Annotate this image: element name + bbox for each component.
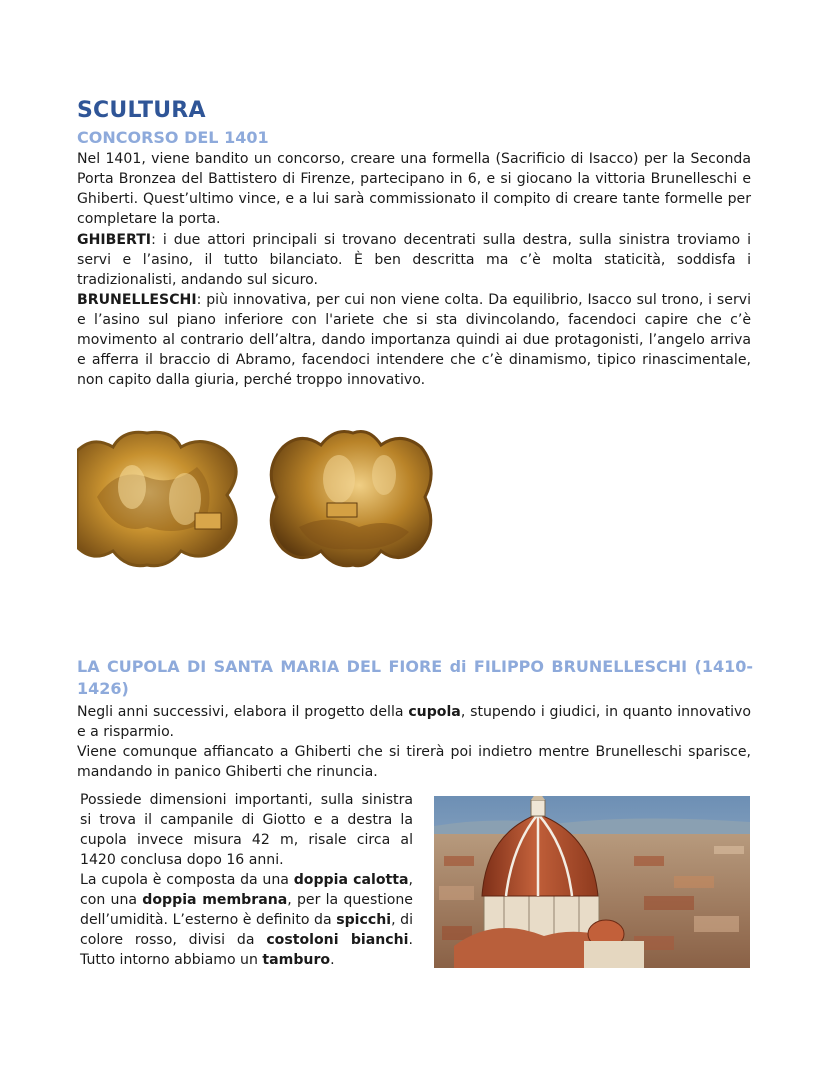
quatrefoil-panels bbox=[77, 427, 437, 570]
heading-cupola: LA CUPOLA DI SANTA MARIA DEL FIORE di FILIPPO BRUNELLESCHI (1410-1426) bbox=[77, 657, 753, 698]
term-costoloni-bianchi: costoloni bianchi bbox=[266, 932, 409, 948]
paragraph-dimensioni: Possiede dimensioni importanti, sulla sinistra si trova il campanile di Giotto e a destra la cupola invece misura 42 m, risale circa al 1420 conclusa dopo 16 anni. bbox=[80, 792, 413, 868]
paragraph-calotta bbox=[80, 870, 413, 970]
text-p4-e: , per la questione dell’umidità. L’esterno è definito da bbox=[80, 892, 413, 928]
text-p4-k: . bbox=[330, 952, 335, 968]
text-ghiberti: : i due attori principali si trovano decentrati sulla destra, sulla sinistra troviamo i servi e l’asino, il tutto bilanciato. È ben descritta ma c’è molta staticità, soddisfa i tradizionalisti, andando sul sicuro. bbox=[77, 232, 751, 288]
text-p1-a: Negli anni successivi, elabora il progetto della bbox=[77, 704, 409, 720]
paragraph-brunelleschi bbox=[77, 290, 751, 390]
heading-concorso: CONCORSO DEL 1401 bbox=[77, 128, 269, 147]
brunelleschi-panel bbox=[271, 432, 431, 566]
label-brunelleschi: BRUNELLESCHI bbox=[77, 292, 197, 308]
text-p1-c: , stupendo i giudici, in quanto innovativo e a risparmio. bbox=[77, 704, 751, 740]
duomo-illustration bbox=[434, 796, 750, 968]
text-p4-c: , con una bbox=[80, 872, 413, 908]
term-doppia-calotta: doppia calotta bbox=[293, 872, 409, 888]
duomo-photo bbox=[434, 796, 750, 968]
label-ghiberti: GHIBERTI bbox=[77, 232, 152, 248]
term-spicchi: spicchi bbox=[336, 912, 392, 928]
text-brunelleschi: : più innovativa, per cui non viene colta. Da equilibrio, Isacco sul trono, i servi e l’asino sul piano inferiore con l'ariete che si sta divincolando, facendoci capire che c’è movimento al contrario dell’altra, dando importanza quindi ai due protagonisti, l’angelo arriva e afferra il braccio di Abramo, facendoci intendere che c’è dinamismo, tipico rinascimentale, non capito dalla giuria, perché troppo innovativo. bbox=[77, 292, 751, 388]
paragraph-progetto bbox=[77, 702, 751, 742]
paragraph-intro: Nel 1401, viene bandito un concorso, creare una formella (Sacrificio di Isacco) per la Seconda Porta Bronzea del Battistero di Firenze, partecipano in 6, e si giocano la vittoria Brunelleschi e Ghiberti. Quest’ultimo vince, e a lui sarà commissionato il compito di creare tante formelle per completare la porta. bbox=[77, 151, 751, 227]
ghiberti-panel bbox=[77, 432, 236, 565]
text-p4-g: , di colore rosso, divisi da bbox=[80, 912, 413, 948]
paragraph-ghiberti bbox=[77, 230, 751, 290]
text-p4-a: La cupola è composta da una bbox=[80, 872, 294, 888]
bronze-panels-image bbox=[77, 427, 437, 570]
text-p4-i: . Tutto intorno abbiamo un bbox=[80, 932, 413, 968]
section-title: SCULTURA bbox=[77, 98, 206, 123]
term-tamburo: tamburo bbox=[262, 952, 331, 968]
paragraph-ghiberti-ritiro: Viene comunque affiancato a Ghiberti che si tirerà poi indietro mentre Brunelleschi sparisce, mandando in panico Ghiberti che rinuncia. bbox=[77, 744, 751, 780]
term-cupola: cupola bbox=[408, 704, 461, 720]
column-text bbox=[80, 790, 413, 970]
term-doppia-membrana: doppia membrana bbox=[142, 892, 288, 908]
